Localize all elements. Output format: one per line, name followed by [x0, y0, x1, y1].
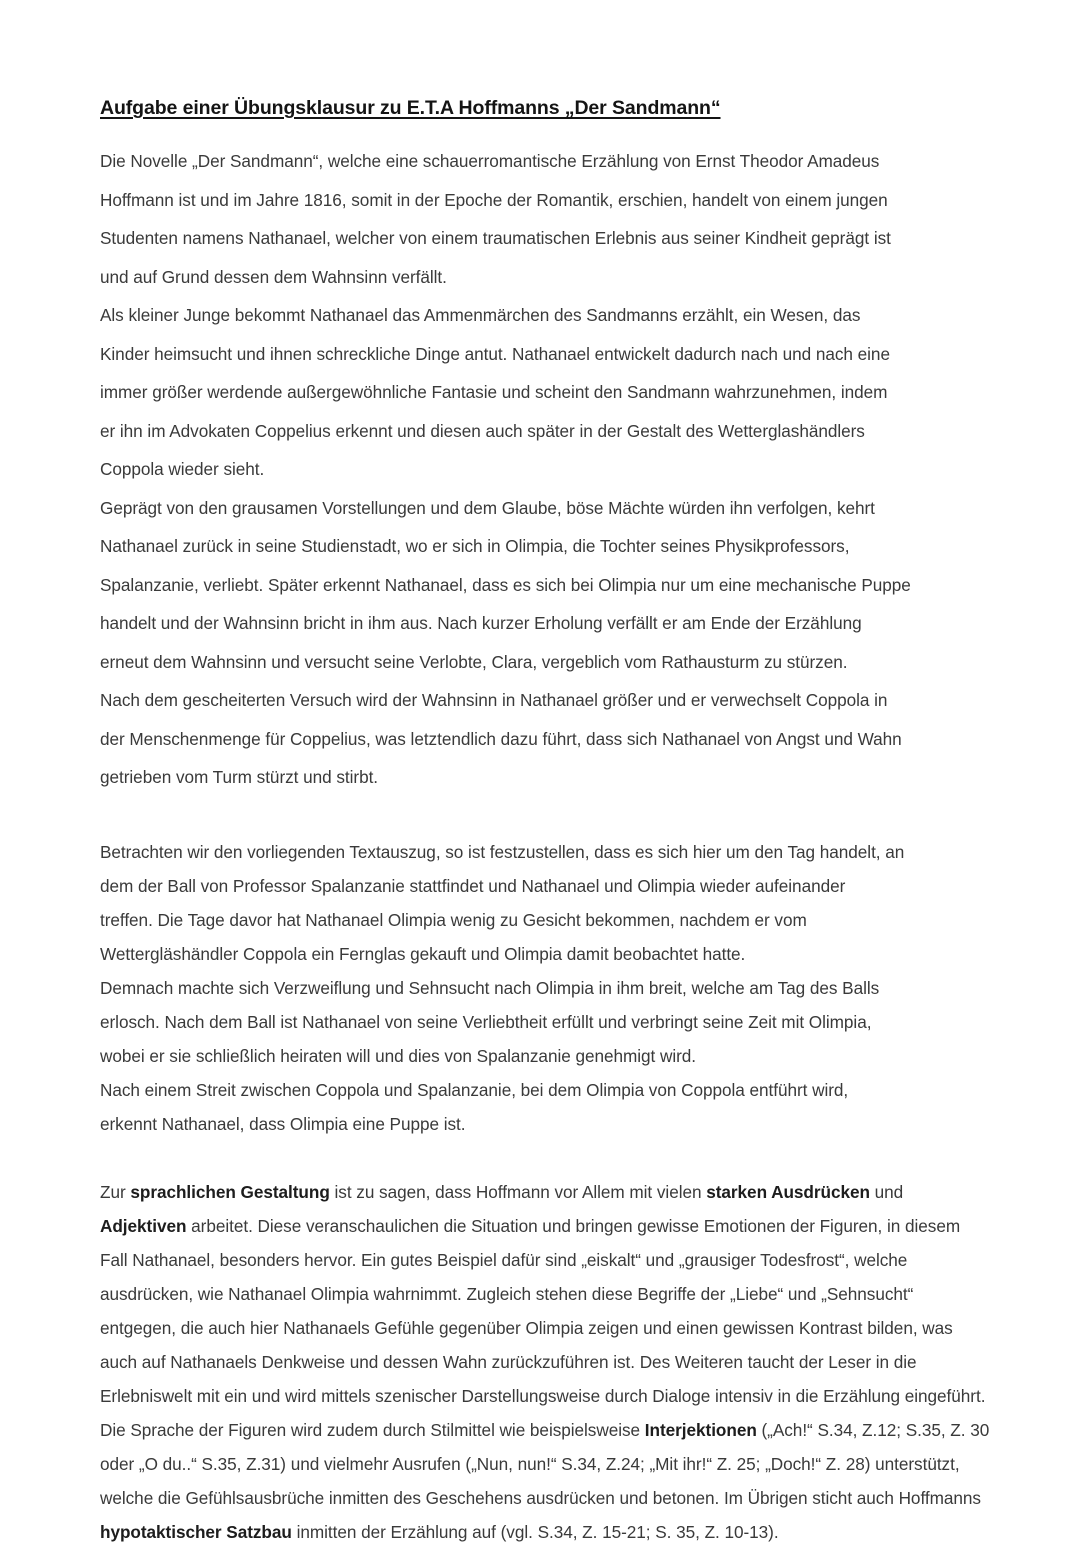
paragraph-ball: [100, 971, 990, 1073]
emphasis-term: sprachlichen Gestaltung: [130, 1181, 330, 1202]
text-line: Als kleiner Junge bekommt Nathanael das Ammenmärchen des Sandmanns erzählt, ein Wesen, das: [100, 305, 861, 326]
paragraph-gap: [100, 797, 990, 835]
text-run: und: [869, 1181, 904, 1202]
text-line: erkennt Nathanael, dass Olimpia eine Puppe ist.: [100, 1113, 466, 1134]
text-line: Geprägt von den grausamen Vorstellungen und dem Glaube, böse Mächte würden ihn verfolgen, kehrt: [100, 497, 875, 518]
paragraph-gap: [100, 1141, 990, 1175]
text-run: Zur: [100, 1181, 131, 1202]
text-line: erneut dem Wahnsinn und versucht seine Verlobte, Clara, vergeblich vom Rathausturm zu stürzen.: [100, 651, 848, 672]
page-title: Aufgabe einer Übungsklausur zu E.T.A Hoffmanns „Der Sandmann“: [100, 97, 721, 119]
text-line: Demnach machte sich Verzweiflung und Sehnsucht nach Olimpia in ihm breit, welche am Tag des Balls: [100, 977, 880, 998]
text-run: ist zu sagen, dass Hoffmann vor Allem mit vielen: [329, 1181, 707, 1202]
paragraph-ending: [100, 681, 990, 797]
paragraph-excerpt-context: [100, 835, 990, 971]
text-line: der Menschenmenge für Coppelius, was letztendlich dazu führt, dass sich Nathanael von Angst und Wahn: [100, 728, 902, 749]
text-line: immer größer werdende außergewöhnliche Fantasie und scheint den Sandmann wahrzunehmen, indem: [100, 382, 888, 403]
text-line: er ihn im Advokaten Coppelius erkennt und diesen auch später in der Gestalt des Wetterglashändlers: [100, 420, 865, 441]
text-run: inmitten der Erzählung auf (vgl. S.34, Z. 15-21; S. 35, Z. 10-13).: [291, 1521, 779, 1542]
text-line: dem der Ball von Professor Spalanzanie stattfindet und Nathanael und Olimpia wieder aufeinander: [100, 875, 846, 896]
paragraph-intro: [100, 142, 990, 296]
text-line: handelt und der Wahnsinn bricht in ihm aus. Nach kurzer Erholung verfällt er am Ende der Erzählung: [100, 613, 862, 634]
emphasis-term: starken Ausdrücken: [706, 1181, 870, 1202]
paragraph-dispute: [100, 1073, 990, 1141]
text-line: Spalanzanie, verliebt. Später erkennt Nathanael, dass es sich bei Olimpia nur um eine mechanische Puppe: [100, 574, 911, 595]
text-line: Nathanael zurück in seine Studienstadt, wo er sich in Olimpia, die Tochter seines Physikprofessors,: [100, 536, 850, 557]
paragraph-language-analysis: [100, 1175, 990, 1549]
emphasis-term: hypotaktischer Satzbau: [100, 1521, 292, 1542]
text-line: Hoffmann ist und im Jahre 1816, somit in der Epoche der Romantik, erschien, handelt von einem jungen: [100, 189, 888, 210]
paragraph-olimpia: [100, 489, 990, 682]
text-run: („Ach!“ S.34, Z.12; S.35, Z. 30 oder „O du..“ S.35, Z.31) und vielmehr Ausrufen („Nun, nun!“ S.34, Z.24; „Mit ihr!“ Z. 25; „Doch!“ Z. 28) unterstützt, welche die Gefühlsausbrüche inmitten des Geschehens ausdrücken und betonen. Im Übrigen sticht auch Hoffmanns: [100, 1419, 990, 1508]
emphasis-term: Adjektiven: [100, 1215, 187, 1236]
text-line: Nach dem gescheiterten Versuch wird der Wahnsinn in Nathanael größer und er verwechselt Coppola in: [100, 690, 888, 711]
text-run: arbeitet. Diese veranschaulichen die Situation und bringen gewisse Emotionen der Figuren, in diesem Fall Nathanael, besonders hervor. Ein gutes Beispiel dafür sind „eiskalt“ und „grausiger Todesfrost“, welche ausdrücken, wie Nathanael Olimpia wahrnimmt. Zugleich stehen diese Begriffe der „Liebe“ und „Sehnsucht“ entgegen, die auch hier Nathanaels Gefühle gegenüber Olimpia zeigen und einen gewissen Kontrast bilden, was auch auf Nathanaels Denkweise und dessen Wahn zurückzuführen ist. Des Weiteren taucht der Leser in die Erlebniswelt mit ein und wird mittels szenischer Darstellungsweise durch Dialoge intensiv in die Erzählung eingeführt. Die Sprache der Figuren wird zudem durch Stilmittel wie beispielsweise: [100, 1215, 986, 1440]
text-line: wobei er sie schließlich heiraten will und dies von Spalanzanie genehmigt wird.: [100, 1045, 697, 1066]
text-line: Wettergläshändler Coppola ein Fernglas gekauft und Olimpia damit beobachtet hatte.: [100, 943, 746, 964]
paragraph-childhood: [100, 296, 990, 489]
text-line: getrieben vom Turm stürzt und stirbt.: [100, 767, 379, 788]
text-line: erlosch. Nach dem Ball ist Nathanael von seine Verliebtheit erfüllt und verbringt seine Zeit mit Olimpia,: [100, 1011, 872, 1032]
emphasis-term: Interjektionen: [644, 1419, 757, 1440]
text-line: Betrachten wir den vorliegenden Textauszug, so ist festzustellen, dass es sich hier um den Tag handelt, an: [100, 841, 905, 862]
text-line: Die Novelle „Der Sandmann“, welche eine schauerromantische Erzählung von Ernst Theodor Amadeus: [100, 151, 880, 172]
text-line: Kinder heimsucht und ihnen schreckliche Dinge antut. Nathanael entwickelt dadurch nach und nach eine: [100, 343, 890, 364]
text-line: und auf Grund dessen dem Wahnsinn verfällt.: [100, 266, 447, 287]
text-line: Coppola wieder sieht.: [100, 459, 265, 480]
text-line: treffen. Die Tage davor hat Nathanael Olimpia wenig zu Gesicht bekommen, nachdem er vom: [100, 909, 807, 930]
text-line: Studenten namens Nathanael, welcher von einem traumatischen Erlebnis aus seiner Kindheit geprägt ist: [100, 228, 891, 249]
text-line: Nach einem Streit zwischen Coppola und Spalanzanie, bei dem Olimpia von Coppola entführt wird,: [100, 1079, 849, 1100]
